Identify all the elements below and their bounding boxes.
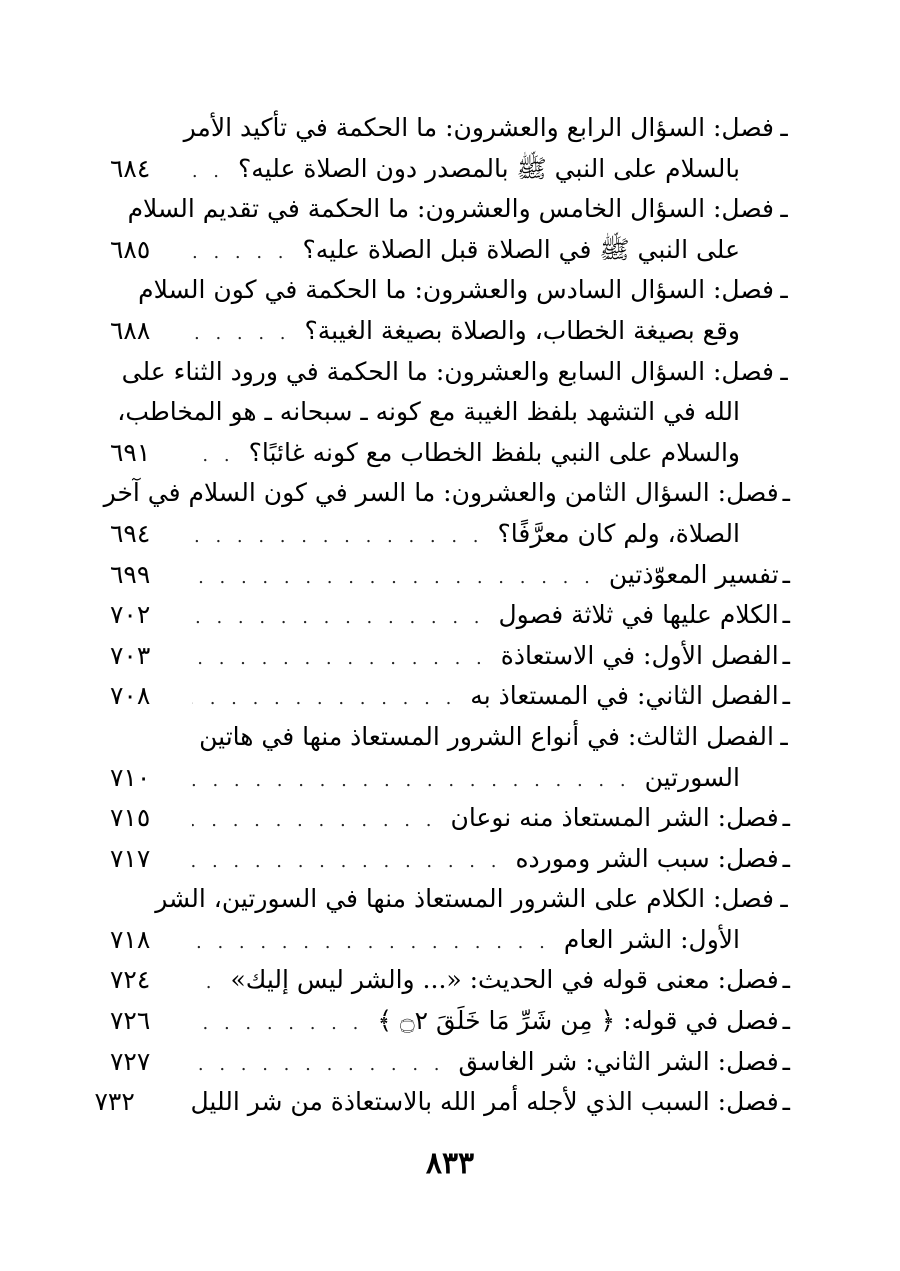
toc-entry bbox=[110, 636, 790, 677]
entry-title-text: فصل: الكلام على الشرور المستعاذ منها في السورتين، الشر bbox=[155, 884, 774, 914]
toc-entry bbox=[110, 960, 790, 1001]
toc-entry bbox=[110, 717, 790, 798]
entry-bullet: ـ bbox=[782, 803, 790, 833]
entry-bullet: ـ bbox=[782, 600, 790, 630]
dot-leader bbox=[192, 558, 595, 599]
toc-entry bbox=[110, 879, 790, 960]
entry-title-text: فصل: السؤال السادس والعشرون: ما الحكمة في كون السلام bbox=[138, 275, 774, 305]
dot-leader bbox=[192, 1045, 445, 1086]
dot-leader bbox=[192, 1004, 363, 1045]
toc-entry bbox=[110, 595, 790, 636]
entry-page-number: ٧٢٦ bbox=[110, 1006, 151, 1036]
toc-entry-line bbox=[110, 149, 790, 190]
toc-entry-line bbox=[110, 433, 790, 474]
toc-entry-line bbox=[110, 798, 790, 839]
entry-title-text: فصل: معنى قوله في الحديث: «... والشر ليس إليك» bbox=[230, 965, 779, 995]
entry-bullet: ـ bbox=[780, 194, 788, 224]
entry-title-text: الفصل الأول: في الاستعاذة bbox=[500, 640, 779, 670]
toc-entry-line bbox=[110, 636, 790, 677]
entry-title-text: فصل: السؤال الثامن والعشرون: ما السر في كون السلام في آخر bbox=[103, 478, 779, 508]
toc-entry-line bbox=[110, 839, 790, 880]
toc-entry bbox=[94, 1082, 790, 1123]
entry-title-text: فصل: السؤال الرابع والعشرون: ما الحكمة في تأكيد الأمر bbox=[183, 113, 774, 142]
entry-page-number: ٧١٧ bbox=[110, 843, 151, 873]
entry-title-text: فصل: الشر الثاني: شر الغاسق bbox=[458, 1046, 779, 1076]
dot-leader bbox=[192, 963, 216, 1004]
entry-page-number: ٦٩٩ bbox=[110, 559, 151, 589]
entry-page-number: ٦٨٤ bbox=[110, 153, 151, 183]
toc-entry bbox=[110, 1001, 790, 1042]
entry-bullet: ـ bbox=[780, 356, 788, 386]
table-of-contents bbox=[94, 108, 790, 1123]
toc-entry bbox=[110, 1042, 790, 1083]
entry-bullet: ـ bbox=[782, 1087, 790, 1117]
entry-page-number: ٧١٥ bbox=[110, 803, 151, 833]
toc-entry bbox=[110, 839, 790, 880]
toc-entry bbox=[110, 676, 790, 717]
entry-title-text: والسلام على النبي بلفظ الخطاب مع كونه غائبًا؟ bbox=[248, 437, 740, 467]
dot-leader bbox=[192, 761, 631, 802]
toc-entry bbox=[110, 189, 790, 270]
toc-entry-line bbox=[103, 473, 790, 514]
dot-leader bbox=[192, 314, 291, 355]
entry-title-text: الفصل الثالث: في أنواع الشرور المستعاذ منها في هاتين bbox=[199, 721, 774, 751]
toc-entry-line bbox=[110, 311, 790, 352]
entry-title-text: فصل: الشر المستعاذ منه نوعان bbox=[450, 803, 779, 833]
entry-title-text: فصل: السبب الذي لأجله أمر الله بالاستعاذة من شر الليل bbox=[190, 1087, 779, 1117]
toc-entry bbox=[110, 270, 790, 351]
entry-title-text: الكلام عليها في ثلاثة فصول bbox=[498, 600, 779, 630]
dot-leader bbox=[192, 639, 487, 680]
toc-entry-line bbox=[110, 189, 790, 230]
toc-entry bbox=[110, 555, 790, 596]
entry-bullet: ـ bbox=[782, 843, 790, 873]
entry-page-number: ٧١٠ bbox=[110, 762, 151, 792]
toc-entry-line bbox=[110, 108, 790, 149]
entry-bullet: ـ bbox=[780, 113, 788, 142]
toc-entry bbox=[110, 798, 790, 839]
toc-entry bbox=[110, 108, 790, 189]
toc-entry-line bbox=[110, 1042, 790, 1083]
toc-entry-line bbox=[110, 595, 790, 636]
entry-page-number: ٧٢٧ bbox=[110, 1046, 151, 1076]
entry-page-number: ٧٠٨ bbox=[110, 681, 151, 711]
entry-title-text: على النبي ﷺ في الصلاة قبل الصلاة عليه؟ bbox=[302, 234, 740, 264]
entry-bullet: ـ bbox=[782, 559, 790, 589]
toc-entry-line bbox=[110, 960, 790, 1001]
entry-page-number: ٧٠٢ bbox=[110, 600, 151, 630]
entry-bullet: ـ bbox=[782, 965, 790, 995]
entry-title-text: الفصل الثاني: في المستعاذ به bbox=[470, 681, 779, 711]
entry-title-text: الصلاة، ولم كان معرَّفًا؟ bbox=[497, 518, 740, 548]
entry-title-text: تفسير المعوّذتين bbox=[608, 559, 779, 589]
entry-title-text: فصل: سبب الشر ومورده bbox=[515, 843, 779, 873]
toc-entry bbox=[103, 473, 790, 554]
entry-title-text: الله في التشهد بلفظ الغيبة مع كونه ـ سبحانه ـ هو المخاطب، bbox=[117, 397, 740, 427]
dot-leader bbox=[192, 152, 224, 193]
entry-page-number: ٦٨٨ bbox=[110, 315, 151, 345]
entry-title-text: فصل في قوله: ﴿ مِن شَرِّ مَا خَلَقَ ۝٢ ﴾ bbox=[377, 1006, 779, 1036]
dot-leader bbox=[192, 517, 484, 558]
dot-leader bbox=[192, 923, 550, 964]
toc-entry-line bbox=[110, 920, 790, 961]
entry-title-text: الأول: الشر العام bbox=[563, 924, 740, 954]
toc-entry-line bbox=[110, 879, 790, 920]
toc-entry-line bbox=[110, 758, 790, 799]
toc-entry-line bbox=[110, 1001, 790, 1042]
entry-title-text: فصل: السؤال السابع والعشرون: ما الحكمة في ورود الثناء على bbox=[121, 356, 774, 386]
entry-title-text: فصل: السؤال الخامس والعشرون: ما الحكمة في تقديم السلام bbox=[127, 194, 774, 224]
entry-page-number: ٧١٨ bbox=[110, 924, 151, 954]
entry-bullet: ـ bbox=[780, 275, 788, 305]
entry-bullet: ـ bbox=[780, 884, 788, 914]
entry-page-number: ٧٢٤ bbox=[110, 965, 151, 995]
entry-bullet: ـ bbox=[782, 681, 790, 711]
entry-bullet: ـ bbox=[782, 1006, 790, 1036]
toc-entry-line bbox=[110, 270, 790, 311]
entry-page-number: ٧٣٢ bbox=[94, 1087, 135, 1117]
dot-leader bbox=[192, 842, 501, 883]
toc-entry-line bbox=[110, 555, 790, 596]
toc-entry-line bbox=[110, 392, 790, 433]
toc-entry-line bbox=[94, 1082, 790, 1123]
toc-entry-line bbox=[110, 230, 790, 271]
entry-page-number: ٧٠٣ bbox=[110, 640, 151, 670]
dot-leader bbox=[192, 679, 456, 720]
entry-page-number: ٦٨٥ bbox=[110, 234, 151, 264]
dot-leader bbox=[192, 801, 436, 842]
entry-bullet: ـ bbox=[780, 721, 788, 751]
entry-bullet: ـ bbox=[782, 478, 790, 508]
entry-title-text: السورتين bbox=[644, 762, 740, 792]
entry-bullet: ـ bbox=[782, 1046, 790, 1076]
entry-title-text: بالسلام على النبي ﷺ بالمصدر دون الصلاة عليه؟ bbox=[238, 153, 740, 183]
entry-page-number: ٦٩١ bbox=[110, 437, 151, 467]
entry-page-number: ٦٩٤ bbox=[110, 518, 151, 548]
page-number: ٨٣٣ bbox=[425, 1146, 475, 1181]
entry-title-text: وقع بصيغة الخطاب، والصلاة بصيغة الغيبة؟ bbox=[304, 315, 740, 345]
toc-entry-line bbox=[110, 514, 790, 555]
entry-bullet: ـ bbox=[782, 640, 790, 670]
toc-entry-line bbox=[110, 676, 790, 717]
toc-entry bbox=[110, 352, 790, 474]
dot-leader bbox=[192, 598, 485, 639]
toc-entry-line bbox=[110, 717, 790, 758]
dot-leader bbox=[192, 436, 235, 477]
toc-entry-line bbox=[110, 352, 790, 393]
dot-leader bbox=[192, 233, 289, 274]
